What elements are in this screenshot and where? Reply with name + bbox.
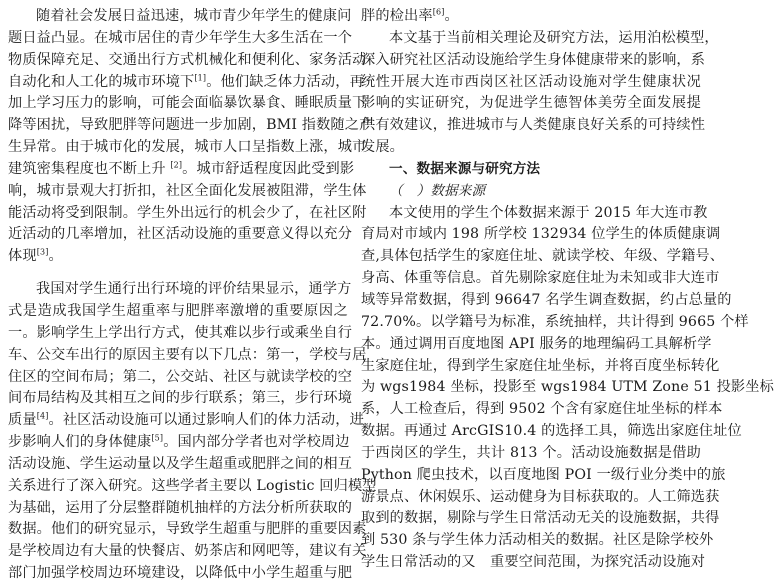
section-heading: 一、数据来源与研究方法 xyxy=(389,160,541,177)
text-line: 本文基于当前相关理论及研究方法，运用泊松模型， xyxy=(389,29,719,46)
text-line: 本。通过调用百度地图 API 服务的地理编码工具解析学 xyxy=(361,335,712,352)
text-line: 车、公交车出行的原因主要有以下几点：第一，学校与居 xyxy=(8,346,367,363)
text-line: 本文使用的学生个体数据来源于 2015 年大连市教 xyxy=(389,204,708,221)
right-column xyxy=(361,6,774,574)
intro-paragraph xyxy=(8,6,374,268)
text-line: 数据。再通过 ArcGIS10.4 的选择工具，筛选出家庭住址位 xyxy=(361,423,742,440)
travel-paragraph xyxy=(8,279,377,585)
text-line: Python 爬虫技术，以百度地图 POI 一级行业分类中的旅 xyxy=(361,466,726,483)
text-line: 部门加强学校周边环境建设，以降低中小学生超重与肥 xyxy=(8,565,353,582)
citation-marker: [1] xyxy=(194,72,207,82)
text-line: 体现[3]。 xyxy=(8,247,63,265)
text-line: 式是造成我国学生超重率与肥胖率激增的重要原因之 xyxy=(8,302,348,319)
text-line: 到 530 条与学生体力活动相关的数据。社区是除学校外 xyxy=(361,532,714,549)
text-line: 数据。他们的研究显示，导致学生超重与肥胖的重要因素 xyxy=(8,521,367,538)
text-line: 随着社会发展日益迅速，城市青少年学生的健康问 xyxy=(36,8,352,24)
text-line: 游景点、休闲娱乐、运动健身为目标获取的。人工筛选获 xyxy=(361,488,720,505)
text-line: 为 wgs1984 坐标，投影至 wgs1984 UTM Zone 51 投影坐标 xyxy=(361,379,774,396)
text-line: 响，城市景观大打折扣，社区全面化发展被阻滞，学生体 xyxy=(8,182,367,199)
continued-paragraph xyxy=(361,6,701,28)
text-line: 降等困扰，导致肥胖等问题进一步加剧，BMI 指数随之产 xyxy=(8,117,374,134)
text-line: 学生日常活动的又 重要空间范围，为探究活动设施对 xyxy=(361,554,706,571)
text-line: 发展。 xyxy=(361,139,405,156)
text-line: 影响的实证研究，为促进学生德智体美劳全面发展提 xyxy=(361,95,701,112)
text-line: 题日益凸显。在城市居住的青少年学生大多生活在一个 xyxy=(8,29,353,46)
text-line: 建筑密集程度也不断上升 [2]。城市舒适程度因此受到影 xyxy=(8,160,355,177)
citation-marker: [4] xyxy=(36,411,49,421)
left-column xyxy=(8,6,377,585)
text-line: 身高、体重等信息。首先剔除家庭住址为未知或非大连市 xyxy=(361,270,720,287)
text-line: 间布局结构及其相互之间的步行联系；第三，步行环境 xyxy=(8,390,353,407)
text-line: 能活动将受到限制。学生外出远行的机会少了，在社区附 xyxy=(8,204,367,221)
paragraph-gap xyxy=(8,268,348,279)
citation-marker: [6] xyxy=(432,7,445,17)
text-line: 查,具体包括学生的家庭住址、就读学校、年级、学籍号、 xyxy=(361,248,725,265)
text-line: 住区的空间布局；第二，公交站、社区与就读学校的空 xyxy=(8,368,353,385)
text-line: 加上学习压力的影响，可能会面临暴饮暴食、睡眠质量下 xyxy=(8,95,367,112)
subsection-heading: （ ）数据来源 xyxy=(389,182,486,199)
citation-marker: [3] xyxy=(36,247,49,257)
text-line: 供有效建议，推进城市与人类健康良好关系的可持续性 xyxy=(361,117,706,134)
text-line: 质量[4]。社区活动设施可以通过影响人们的体力活动，进 xyxy=(8,411,364,429)
text-line: 为基础，运用了分层整群随机抽样的方法分析所获取的 xyxy=(8,499,353,516)
text-line: 育局对市域内 198 所学校 132934 位学生的体质健康调 xyxy=(361,226,721,243)
text-line: 步影响人们的身体健康[5]。国内部分学者也对学校周边 xyxy=(8,433,350,451)
citation-marker: [5] xyxy=(151,433,164,443)
text-line: 于西岗区的学生，共计 813 个。活动设施数据是借助 xyxy=(361,444,701,461)
text-line: 生异常。由于城市化的发展，城市人口呈指数上涨，城市 xyxy=(8,139,367,156)
text-line: 深入研究社区活动设施给学生身体健康带来的影响，系 xyxy=(361,51,706,68)
text-line: 域等异常数据，得到 96647 名学生调查数据，约占总量的 xyxy=(361,291,732,308)
text-line: 统性开展大连市西岗区社区活动设施对学生健康状况 xyxy=(361,73,701,90)
text-line: 一。影响学生上学出行方式，使其难以步行或乘坐自行 xyxy=(8,324,353,341)
text-line: 是学校周边有大量的快餐店、奶茶店和网吧等，建议有关 xyxy=(8,543,367,560)
text-line: 自动化和人工化的城市环境下[1]。他们缺乏体力活动，再 xyxy=(8,72,364,90)
text-line: 活动设施、学生运动量以及学生超重或肥胖之间的相互 xyxy=(8,455,353,472)
text-line: 我国对学生通行出行环境的评价结果显示，通学方 xyxy=(36,281,352,298)
text-line: 系，人工检查后，得到 9502 个含有家庭住址坐标的样本 xyxy=(361,401,723,418)
citation-marker: [2] xyxy=(170,160,183,170)
text-line: 72.70%。以学籍号为标准，系统抽样，共计得到 9665 个样 xyxy=(361,313,749,330)
text-line: 取到的数据，剔除与学生日常活动无关的设施数据，共得 xyxy=(361,510,720,527)
study-purpose-paragraph xyxy=(361,28,719,159)
data-source-paragraph xyxy=(361,203,774,574)
text-line: 生家庭住址，得到学生家庭住址坐标，并将百度坐标转化 xyxy=(361,357,720,374)
text-line: 近活动的几率增加，社区活动设施的重要意义得以充分 xyxy=(8,226,353,243)
text-line: 胖的检出率[6]。 xyxy=(361,7,459,24)
text-line: 关系进行了深入研究。这些学者主要以 Logistic 回归模型 xyxy=(8,477,377,494)
text-line: 物质保障充足、交通出行方式机械化和便利化、家务活动 xyxy=(8,51,367,68)
